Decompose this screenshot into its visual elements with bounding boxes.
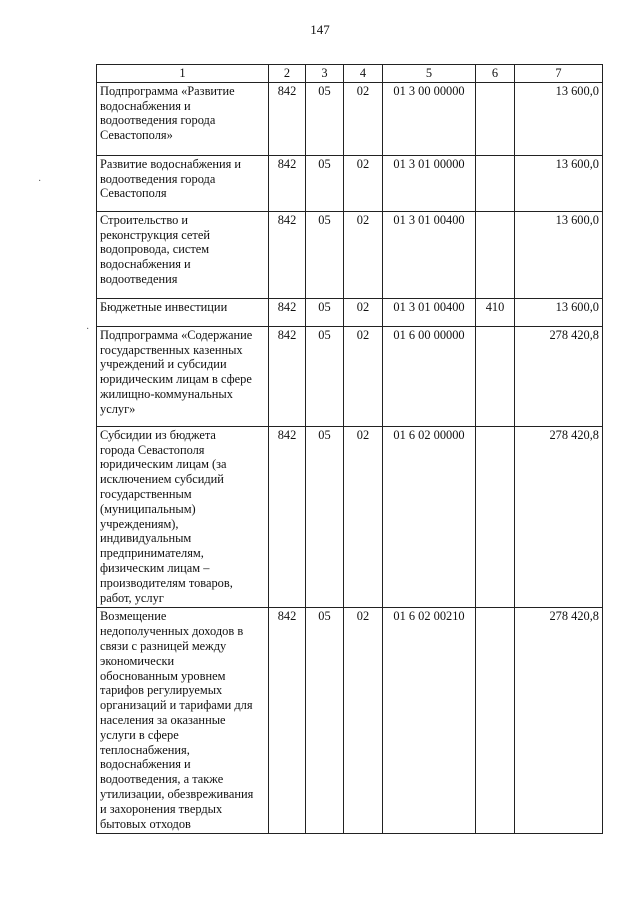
row-ministry-code: 842 xyxy=(269,155,306,211)
row-section: 05 xyxy=(306,155,344,211)
table-row xyxy=(97,608,603,834)
table-row xyxy=(97,155,603,211)
row-amount: 13 600,0 xyxy=(515,82,603,155)
table-row xyxy=(97,298,603,326)
row-amount: 13 600,0 xyxy=(515,298,603,326)
header-col-7: 7 xyxy=(515,65,603,83)
row-amount: 278 420,8 xyxy=(515,426,603,608)
row-expense-type xyxy=(476,426,515,608)
row-target-article: 01 3 00 00000 xyxy=(383,82,476,155)
row-name: Подпрограмма «Развитие водоснабжения и водоотведения города Севастополя» xyxy=(97,82,269,155)
row-name: Развитие водоснабжения и водоотведения города Севастополя xyxy=(97,155,269,211)
row-target-article: 01 3 01 00400 xyxy=(383,211,476,298)
row-ministry-code: 842 xyxy=(269,82,306,155)
header-row xyxy=(97,65,603,83)
row-amount: 13 600,0 xyxy=(515,155,603,211)
row-target-article: 01 3 01 00400 xyxy=(383,298,476,326)
row-target-article: 01 3 01 00000 xyxy=(383,155,476,211)
row-name: Бюджетные инвестиции xyxy=(97,298,269,326)
row-subsection: 02 xyxy=(344,298,383,326)
row-name: Субсидии из бюджета города Севастополя юридическим лицам (за исключением субсидий государственным (муниципальным) учреждениям), индивидуальным предпринимателям, физическим лицам – производителям товаров, работ, услуг xyxy=(97,426,269,608)
row-name: Подпрограмма «Содержание государственных казенных учреждений и субсидии юридическим лицам в сфере жилищно-коммунальных услуг» xyxy=(97,326,269,426)
row-section: 05 xyxy=(306,82,344,155)
header-col-3: 3 xyxy=(306,65,344,83)
row-expense-type xyxy=(476,608,515,834)
table-row xyxy=(97,211,603,298)
scan-speck: · xyxy=(86,324,90,335)
header-col-2: 2 xyxy=(269,65,306,83)
row-target-article: 01 6 02 00210 xyxy=(383,608,476,834)
header-col-5: 5 xyxy=(383,65,476,83)
table-row xyxy=(97,426,603,608)
row-name: Возмещение недополученных доходов в связи с разницей между экономически обоснованным уровнем тарифов регулируемых организаций и тарифами для населения за оказанные услуги в сфере теплоснабжения, водоснабжения и водоотведения, а также утилизации, обезвреживания и захоронения твердых бытовых отходов xyxy=(97,608,269,834)
row-target-article: 01 6 00 00000 xyxy=(383,326,476,426)
row-amount: 13 600,0 xyxy=(515,211,603,298)
row-section: 05 xyxy=(306,211,344,298)
page-number: 147 xyxy=(310,22,330,37)
row-expense-type: 410 xyxy=(476,298,515,326)
row-subsection: 02 xyxy=(344,82,383,155)
header-col-1: 1 xyxy=(97,65,269,83)
budget-table xyxy=(96,64,603,834)
row-expense-type xyxy=(476,82,515,155)
row-ministry-code: 842 xyxy=(269,326,306,426)
row-section: 05 xyxy=(306,426,344,608)
row-section: 05 xyxy=(306,326,344,426)
row-subsection: 02 xyxy=(344,426,383,608)
row-section: 05 xyxy=(306,298,344,326)
table-row xyxy=(97,82,603,155)
row-subsection: 02 xyxy=(344,155,383,211)
row-subsection: 02 xyxy=(344,608,383,834)
header-col-4: 4 xyxy=(344,65,383,83)
row-expense-type xyxy=(476,211,515,298)
scan-speck: · xyxy=(38,176,42,187)
row-expense-type xyxy=(476,155,515,211)
row-expense-type xyxy=(476,326,515,426)
header-col-6: 6 xyxy=(476,65,515,83)
row-subsection: 02 xyxy=(344,326,383,426)
row-section: 05 xyxy=(306,608,344,834)
row-subsection: 02 xyxy=(344,211,383,298)
table-row xyxy=(97,326,603,426)
row-ministry-code: 842 xyxy=(269,298,306,326)
row-name: Строительство и реконструкция сетей водопровода, систем водоснабжения и водоотведения xyxy=(97,211,269,298)
row-ministry-code: 842 xyxy=(269,211,306,298)
row-target-article: 01 6 02 00000 xyxy=(383,426,476,608)
row-ministry-code: 842 xyxy=(269,426,306,608)
row-amount: 278 420,8 xyxy=(515,326,603,426)
row-amount: 278 420,8 xyxy=(515,608,603,834)
row-ministry-code: 842 xyxy=(269,608,306,834)
